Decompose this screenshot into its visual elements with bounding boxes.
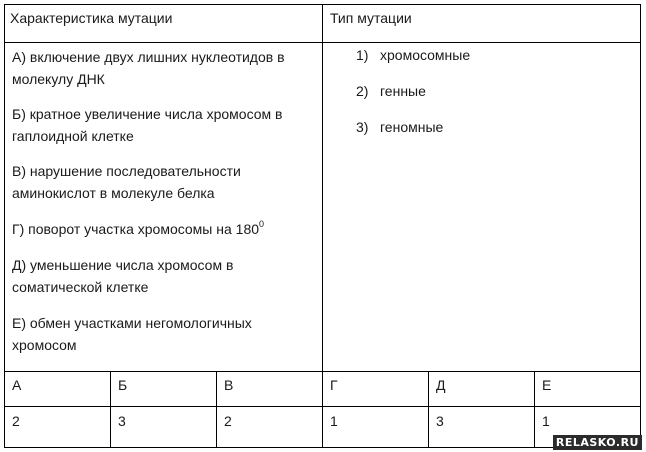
answer-letter: Д: [436, 377, 446, 393]
answer-value: 1: [542, 413, 550, 429]
answer-value: 2: [12, 413, 20, 429]
characteristic-d: [12, 218, 312, 240]
answer-letter: А: [12, 377, 22, 393]
answer-letter: Г: [330, 377, 338, 393]
answer-letter: Е: [542, 377, 552, 393]
answer-col-divider-5: [534, 371, 535, 448]
answer-value: 2: [224, 413, 232, 429]
answer-letter: В: [224, 377, 234, 393]
type-number: 1): [356, 47, 369, 63]
characteristic-c: [12, 160, 312, 204]
answer-col-divider-2: [216, 371, 217, 448]
type-number: 2): [356, 83, 369, 99]
answer-col-divider-4: [428, 371, 429, 448]
characteristic-letter: Е): [12, 315, 26, 331]
characteristic-a: [12, 46, 312, 90]
answer-letter: Б: [118, 377, 128, 393]
header-characteristic: Характеристика мутации: [10, 10, 173, 26]
characteristic-text: включение двух лишних нуклеотидов в молекулу ДНК: [12, 49, 285, 87]
answer-value: 3: [118, 413, 126, 429]
answer-value: 1: [330, 413, 338, 429]
answer-col-divider-1: [110, 371, 111, 448]
characteristic-text: уменьшение числа хромосом в соматической клетке: [12, 257, 234, 295]
type-label: генные: [380, 83, 426, 99]
characteristic-letter: Г): [12, 221, 25, 237]
characteristic-letter: Д): [12, 257, 27, 273]
characteristic-letter: А): [12, 49, 26, 65]
main-column-divider: [322, 4, 323, 448]
characteristic-text: поворот участка хромосомы на 180: [28, 221, 260, 237]
answer-value: 3: [436, 413, 444, 429]
characteristic-b: [12, 103, 312, 147]
characteristic-letter: Б): [12, 106, 26, 122]
characteristic-f: [12, 312, 312, 356]
characteristic-e: [12, 254, 312, 298]
degree-superscript: 0: [259, 219, 265, 230]
watermark: RELASKO.RU: [553, 435, 642, 450]
characteristic-text: нарушение последовательности аминокислот в молекуле белка: [12, 163, 241, 201]
type-number: 3): [356, 119, 369, 135]
characteristic-text: кратное увеличение числа хромосом в гаплоидной клетке: [12, 106, 283, 144]
type-label: хромосомные: [380, 47, 471, 63]
characteristic-text: обмен участками негомологичных хромосом: [12, 315, 252, 353]
header-mutation-type: Тип мутации: [330, 10, 412, 26]
characteristic-letter: В): [12, 163, 26, 179]
type-label: геномные: [380, 119, 444, 135]
